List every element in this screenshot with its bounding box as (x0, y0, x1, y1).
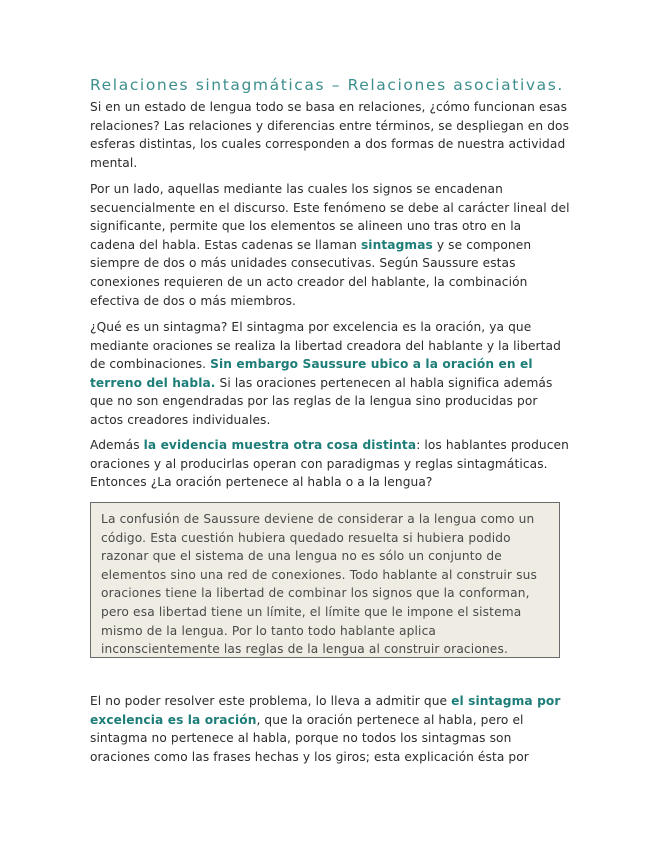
highlight-sintagma-oracion: el sintagma por excelencia es la oración (90, 694, 561, 727)
callout-box (90, 502, 560, 658)
highlight-sintagmas: sintagmas (360, 237, 433, 252)
paragraph-text: ¿Qué es un sintagma? El sintagma por excelencia es la oración, ya que mediante oraciones se realiza la libertad creadora del hablante y la libertad de combinaciones. (90, 320, 561, 372)
paragraph-text: : los hablantes producen oraciones y al producirlas operan con paradigmas y reglas sintagmáticas. Entonces ¿La oración pertenece al habla o a la lengua? (90, 438, 569, 490)
paragraph-text: Además (90, 438, 144, 452)
paragraph-text: El no poder resolver este problema, lo lleva a admitir que (90, 694, 452, 708)
paragraph-text: y se componen siempre de dos o más unidades consecutivas. Según Saussure estas conexiones requieren de un acto creador del hablante, la combinación efectiva de dos o más miembros. (90, 237, 532, 308)
paragraph-intro-text: Si en un estado de lengua todo se basa en relaciones, ¿cómo funcionan esas relaciones? Las relaciones y diferencias entre términos, se despliegan en dos esferas distintas, los cuales corresponden a dos formas de nuestra actividad mental. (90, 100, 570, 170)
highlight-evidencia: la evidencia muestra otra cosa distinta (143, 438, 417, 452)
page-title: Relaciones sintagmáticas – Relaciones asociativas. (90, 76, 564, 94)
paragraph-text: , que la oración pertenece al habla, pero el sintagma no pertenece al habla, porque no todos los sintagmas son oraciones como las frases hechas y los giros; esta explicación ésta por (90, 712, 529, 764)
highlight-saussure-habla: Sin embargo Saussure ubico a la oración en el terreno del habla. (90, 357, 533, 390)
paragraph-que-es-sintagma (90, 318, 570, 430)
paragraph-sintagmas (90, 180, 570, 310)
callout-text: La confusión de Saussure deviene de considerar a la lengua como un código. Esta cuestión hubiera quedado resuelta si hubiera podido razonar que el sistema de una lengua no es sólo un conjunto de elementos sino una red de conexiones. Todo hablante al construir sus oraciones tiene la libertad de combinar los signos que la conforman, pero esa libertad tiene un límite, el límite que le impone el sistema mismo de la lengua. Por lo tanto todo hablante aplica inconscientemente las reglas de la lengua al construir oraciones. (101, 512, 537, 657)
paragraph-text: Por un lado, aquellas mediante las cuales los signos se encadenan secuencialmente en el discurso. Este fenómeno se debe al carácter lineal del significante, permite que los elementos se alineen uno tras otro en la cadena del habla. Estas cadenas se llaman (90, 182, 570, 252)
paragraph-text: Si las oraciones pertenecen al habla significa además que no son engendradas por las reglas de la lengua sino producidas por actos creadores individuales. (90, 375, 553, 427)
paragraph-intro (90, 98, 570, 172)
paragraph-evidencia (90, 436, 570, 492)
paragraph-conclusion (90, 692, 570, 766)
